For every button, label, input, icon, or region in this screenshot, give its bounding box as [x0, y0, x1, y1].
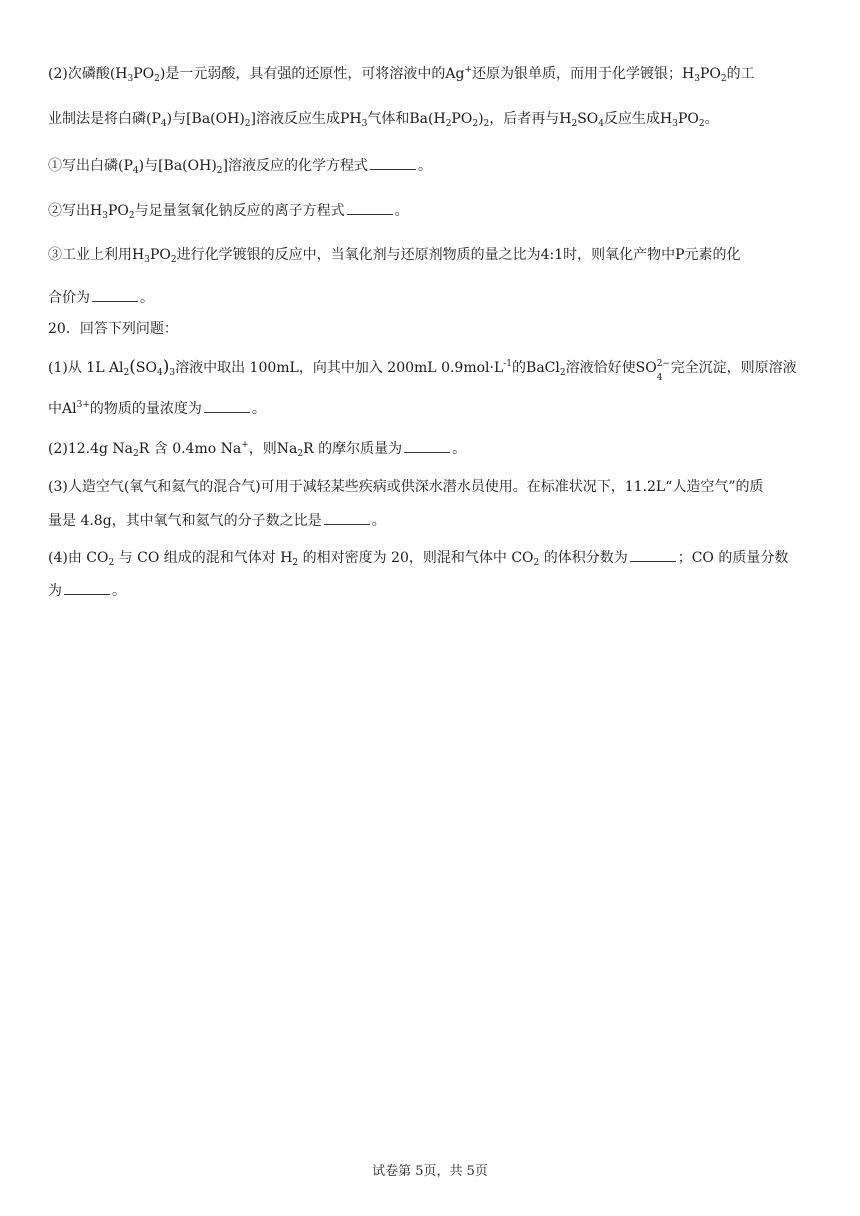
answer-blank[interactable]: [404, 438, 450, 453]
text: 。: [704, 111, 719, 127]
text: 。: [394, 203, 409, 219]
concentration: 0.9mol·L: [441, 360, 504, 376]
text: 进行化学镀银的反应中，当氧化剂与还原剂物质的量之比为: [176, 247, 541, 263]
ratio-value: 4:1: [540, 247, 564, 263]
q20-part-4: (4)由 $CO_2$ 与 CO 组成的混和气体对 $H_2$ 的相对密度为 20，则混和气体中 $CO_2$ 的体积分数为 ；CO 的质量分数: [48, 547, 812, 568]
text: 量是 4.8g，其中氧气和氦气的分子数之比是: [48, 513, 322, 529]
text: ②写出: [48, 203, 90, 219]
text: ；CO 的质量分数: [677, 550, 789, 566]
text: 时，则氧化产物中P元素的化: [563, 247, 741, 263]
text: 的相对密度为 20，则混和气体中 CO: [302, 550, 534, 566]
text: 完全沉淀，则原溶液: [670, 360, 797, 376]
text: 合价为: [48, 290, 90, 306]
text: )是一元弱酸，具有强的还原性，可将溶液中的: [159, 66, 446, 82]
text: 。: [371, 513, 386, 529]
q20-part-1: (1)从 1L $Al_2(SO_4)_3$溶液中取出 100mL，向其中加入 200mL $0.9mol\cdot L^{-1}$的BaCl$_2$溶液恰好使SO 2− 4 完全沉淀，则原溶液: [48, 357, 797, 383]
question-heading: 20．回答下列问题：: [48, 321, 178, 337]
answer-blank[interactable]: [347, 200, 393, 215]
q19-2-line-1: (2)次磷酸$(H_3PO_2)$是一元弱酸，具有强的还原性，可将溶液中的Ag+还原为银单质，而用于化学镀银；$H_3PO_2$的工: [48, 65, 755, 84]
text: 与足量氢氧化钠反应的离子方程式: [134, 203, 345, 219]
text: 与 CO 组成的混和气体对 H: [118, 550, 293, 566]
text: 的工: [726, 66, 755, 82]
q19-2-sub-2: ②写出$H_3PO_2$与足量氢氧化钠反应的离子方程式 。: [48, 200, 812, 221]
q19-2-line-2: 业制法是将白磷$(P_4)$与$[Ba(OH)_2]$溶液反应生成$PH_3$气体和$Ba(H_2PO_2)_2$，后者再与$H_2SO_4$反应生成$H_3PO_2$。: [48, 111, 719, 129]
answer-blank[interactable]: [204, 398, 250, 413]
text: ]溶液反应生成: [250, 111, 340, 127]
text: 反应生成: [604, 111, 661, 127]
q20-part-3-line-2: [48, 510, 812, 531]
text: 气体和: [367, 111, 410, 127]
text: (3)人造空气(氧气和氦气的混合气)可用于减轻某些疾病或供深水潜水员使用。在标准状况下，11.2L“人造空气”的质: [48, 479, 764, 495]
text: )与[Ba(OH): [138, 158, 217, 174]
answer-blank[interactable]: [92, 287, 138, 302]
q20-part-3: [48, 477, 812, 497]
text: 溶液恰好使: [565, 360, 636, 376]
text: 的: [512, 360, 527, 376]
q20-part-1-line-2: 中$Al^{3+}$的物质的量浓度为 。: [48, 400, 266, 417]
q19-2-sub-3: ③工业上利用$H_3PO_2$进行化学镀银的反应中，当氧化剂与还原剂物质的量之比为4:1时，则氧化产物中P元素的化: [48, 247, 741, 265]
q19-2-sub-1: ①写出白磷$(P_4)$与$[Ba(OH)_2]$溶液反应的化学方程式 。: [48, 155, 812, 176]
text: 中: [48, 401, 62, 417]
text: ①写出白磷(: [48, 158, 124, 174]
text: 。: [418, 158, 432, 174]
answer-blank[interactable]: [64, 580, 110, 595]
text: 的体积分数为: [543, 550, 628, 566]
answer-blank[interactable]: [324, 510, 370, 525]
text: 溶液中取出 100mL，向其中加入 200mL: [175, 360, 437, 376]
text: ，则: [248, 441, 277, 457]
text: 。: [251, 401, 266, 417]
text: (1)从 1L: [48, 360, 105, 376]
text: 业制法是将白磷(: [48, 111, 152, 127]
answer-blank[interactable]: [630, 547, 676, 562]
q20-part-4-line-2: [48, 580, 812, 601]
text: 的摩尔质量为: [318, 441, 403, 457]
text: 。: [140, 290, 154, 306]
text: 含 0.4mo: [153, 441, 217, 457]
text: (2)次磷酸(: [48, 66, 116, 82]
page-footer: 试卷第 5页，共 5页: [372, 1164, 488, 1179]
text: ③工业上利用: [48, 247, 132, 263]
question-20-title: [48, 319, 812, 339]
text: ]溶液反应的化学方程式: [222, 158, 368, 174]
text: (2)12.4g: [48, 441, 108, 457]
text: 还原为银单质，而用于化学镀银；: [471, 66, 682, 82]
text: (4)由 CO: [48, 550, 109, 566]
q19-2-sub-3-line-2: [48, 287, 812, 308]
text: 的物质的量浓度为: [89, 401, 202, 417]
text: 。: [112, 583, 126, 599]
q20-part-2: (2)12.4g $Na_2R$ 含 0.4mo Na+，则$Na_2R$ 的摩尔质量为 。: [48, 440, 467, 459]
answer-blank[interactable]: [370, 155, 416, 170]
text: 为: [48, 583, 62, 599]
text: ，后者再与: [489, 111, 560, 127]
text: )与[Ba(OH): [166, 111, 245, 127]
text: 。: [452, 441, 467, 457]
